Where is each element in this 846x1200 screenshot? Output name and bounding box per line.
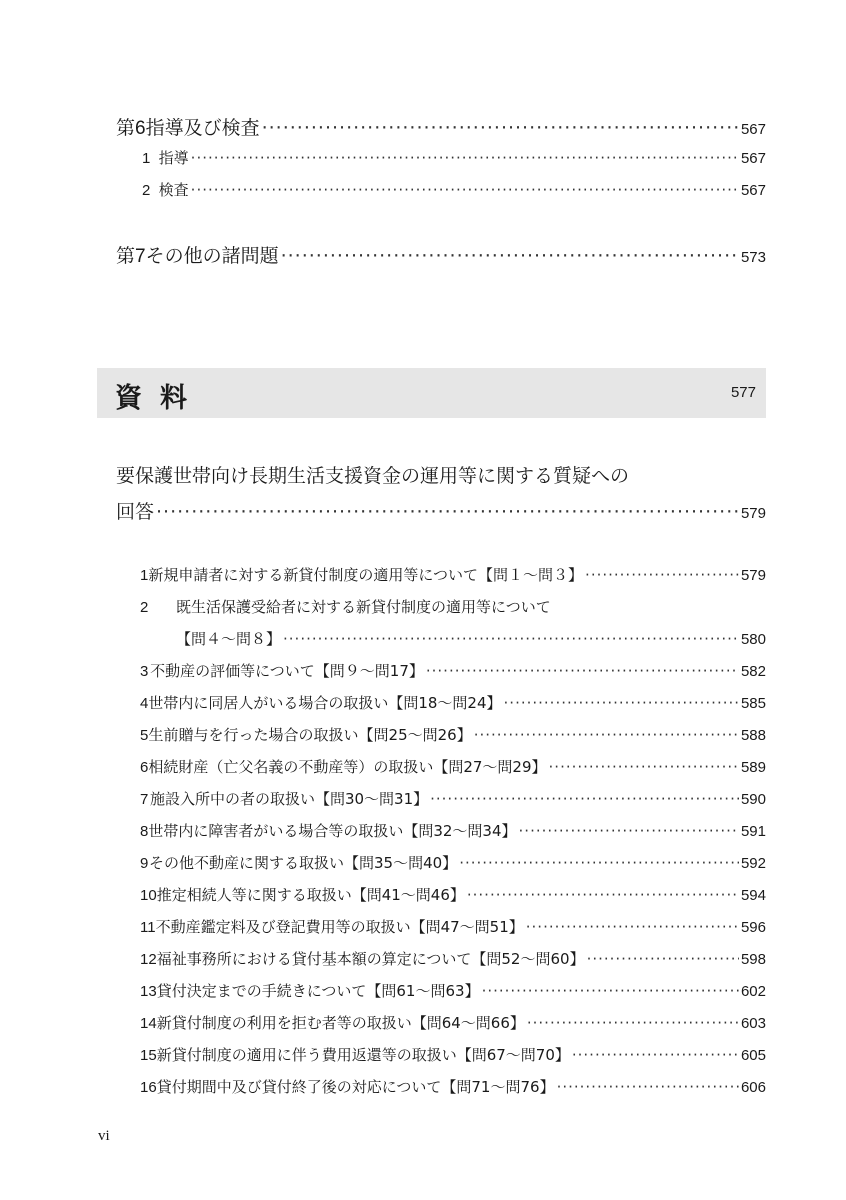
leader-dots — [482, 982, 739, 1000]
section-title: 資料 — [115, 383, 205, 414]
item-number: 12 — [140, 951, 157, 968]
item-number: 5 — [140, 727, 149, 744]
page-number: 589 — [740, 759, 766, 776]
toc-sub-entry[interactable] — [142, 147, 766, 168]
document-title-entry[interactable] — [116, 497, 766, 524]
leader-dots — [156, 501, 739, 523]
item-number: 8 — [140, 823, 149, 840]
page-number: 573 — [740, 249, 766, 266]
toc-item-15[interactable] — [140, 1044, 766, 1065]
page-number: 579 — [740, 567, 766, 584]
item-title: 新貸付制度の適用に伴う費用返還等の取扱い【問67～問70】 — [156, 1046, 570, 1064]
page-number: 585 — [740, 695, 766, 712]
item-number: 2 — [140, 599, 149, 616]
item-title: 新規申請者に対する新貸付制度の適用等について【問１～問３】 — [148, 566, 584, 584]
document-title-line-1: 要保護世帯向け長期生活支援資金の運用等に関する質疑への — [116, 465, 630, 487]
page-number: 580 — [740, 631, 766, 648]
toc-item-2-line-1[interactable] — [140, 596, 551, 617]
page-number: 605 — [740, 1047, 766, 1064]
toc-item-13[interactable] — [140, 980, 766, 1001]
item-number: 11 — [140, 919, 156, 936]
leader-dots — [527, 1014, 739, 1032]
page-number: 602 — [740, 983, 766, 1000]
page-number: 579 — [740, 505, 766, 522]
toc-item-9[interactable] — [140, 852, 766, 873]
toc-chapter-7[interactable] — [116, 241, 766, 268]
section-banner[interactable] — [97, 368, 766, 418]
toc-item-4[interactable] — [140, 692, 766, 713]
leader-dots — [459, 854, 739, 872]
leader-dots — [587, 950, 739, 968]
toc-item-16[interactable] — [140, 1076, 766, 1097]
item-title-continued: 【問４～問８】 — [176, 630, 282, 648]
leader-dots — [519, 822, 739, 840]
item-title: 不動産の評価等について【問９～問17】 — [150, 662, 424, 680]
item-number: 13 — [140, 983, 157, 1000]
toc-item-14[interactable] — [140, 1012, 766, 1033]
page-number: 606 — [740, 1079, 766, 1096]
chapter-number: 第7 — [116, 246, 146, 267]
item-title: 貸付決定までの手続きについて【問61～問63】 — [156, 982, 480, 1000]
item-number: 9 — [140, 855, 149, 872]
leader-dots — [504, 694, 739, 712]
item-number: 3 — [140, 663, 149, 680]
chapter-number: 第6 — [116, 118, 146, 139]
item-number: 14 — [140, 1015, 157, 1032]
leader-dots — [572, 1046, 739, 1064]
toc-sub-entry[interactable] — [142, 179, 766, 200]
item-title: その他不動産に関する取扱い【問35～問40】 — [149, 854, 458, 872]
leader-dots — [585, 566, 739, 584]
sub-number: 1 — [142, 150, 151, 167]
chapter-title: その他の諸問題 — [145, 245, 279, 267]
item-title: 新貸付制度の利用を拒む者等の取扱い【問64～問66】 — [156, 1014, 525, 1032]
leader-dots — [526, 918, 739, 936]
toc-item-7[interactable] — [140, 788, 766, 809]
item-title: 福祉事務所における貸付基本額の算定について【問52～問60】 — [156, 950, 585, 968]
item-number: 10 — [140, 887, 157, 904]
page-number: 591 — [740, 823, 766, 840]
leader-dots — [557, 1078, 739, 1096]
page-number: 594 — [740, 887, 766, 904]
item-number: 7 — [140, 791, 149, 808]
chapter-title: 指導及び検査 — [145, 117, 260, 139]
leader-dots — [426, 662, 739, 680]
leader-dots — [191, 149, 739, 167]
item-title: 世帯内に同居人がいる場合の取扱い【問18～問24】 — [148, 694, 502, 712]
sub-number: 2 — [142, 182, 151, 199]
item-title: 推定相続人等に関する取扱い【問41～問46】 — [156, 886, 465, 904]
section-page-number: 577 — [730, 384, 756, 401]
toc-item-5[interactable] — [140, 724, 766, 745]
item-number: 1 — [140, 567, 149, 584]
item-title: 施設入所中の者の取扱い【問30～問31】 — [149, 790, 429, 808]
toc-item-12[interactable] — [140, 948, 766, 969]
toc-item-8[interactable] — [140, 820, 766, 841]
item-title: 相続財産（亡父名義の不動産等）の取扱い【問27～問29】 — [148, 758, 547, 776]
item-number: 16 — [140, 1079, 157, 1096]
page-number: 588 — [740, 727, 766, 744]
item-number: 15 — [140, 1047, 157, 1064]
leader-dots — [191, 181, 739, 199]
toc-item-3[interactable] — [140, 660, 766, 681]
sub-title: 指導 — [158, 149, 189, 167]
leader-dots — [467, 886, 739, 904]
item-title: 世帯内に障害者がいる場合等の取扱い【問32～問34】 — [148, 822, 517, 840]
page-number: 603 — [740, 1015, 766, 1032]
page-number: 567 — [740, 182, 766, 199]
page-number: 590 — [740, 791, 766, 808]
leader-dots — [430, 790, 739, 808]
sub-title: 検査 — [158, 181, 189, 199]
item-title: 貸付期間中及び貸付終了後の対応について【問71～問76】 — [156, 1078, 555, 1096]
leader-dots — [549, 758, 739, 776]
page-number: 567 — [740, 150, 766, 167]
toc-item-2-line-2[interactable] — [176, 628, 766, 649]
page-number: 598 — [740, 951, 766, 968]
toc-item-6[interactable] — [140, 756, 766, 777]
page-number: 567 — [740, 121, 766, 138]
document-title-line-2: 回答 — [116, 501, 155, 523]
leader-dots — [283, 630, 739, 648]
item-title: 生前贈与を行った場合の取扱い【問25～問26】 — [148, 726, 472, 744]
page-number: 582 — [740, 663, 766, 680]
leader-dots — [262, 117, 739, 139]
leader-dots — [281, 245, 739, 267]
item-number: 4 — [140, 695, 149, 712]
item-title: 不動産鑑定料及び登記費用等の取扱い【問47～問51】 — [155, 918, 524, 936]
page-number: 592 — [740, 855, 766, 872]
page-number: 596 — [740, 919, 766, 936]
toc-item-11[interactable] — [140, 916, 766, 937]
toc-item-10[interactable] — [140, 884, 766, 905]
item-number: 6 — [140, 759, 149, 776]
footer-page-number: vi — [98, 1128, 110, 1144]
leader-dots — [474, 726, 739, 744]
item-title: 既生活保護受給者に対する新貸付制度の適用等について — [176, 598, 551, 616]
toc-chapter-6[interactable] — [116, 113, 766, 140]
toc-item-1[interactable] — [140, 564, 766, 585]
